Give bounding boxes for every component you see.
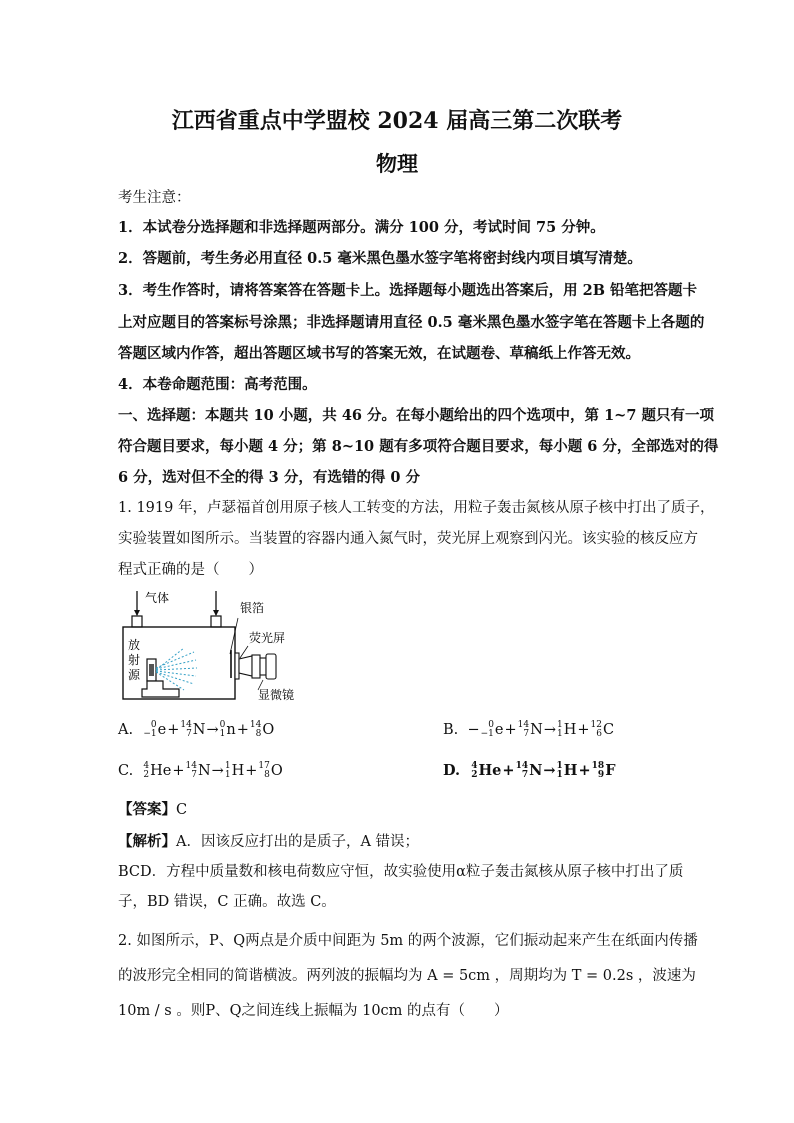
option-d[interactable] [443,761,616,781]
notice-item-2: 2．答题前，考生务必用直径 0.5 毫米黑色墨水签字笔将密封线内项目填写清楚。 [118,250,642,267]
q2-line-2: 的波形完全相同的简谐横波。两列波的振幅均为 A = 5cm ，周期均为 T = 0.2s ，波速为 [118,968,696,984]
opt-c-p1-symbol: H [231,763,245,779]
opt-d-p2-charge: 9 [597,770,605,780]
opt-b-t2-symbol: N [530,722,543,738]
opt-a-t1-charge: −1 [143,729,157,739]
analysis-text-1: A．因该反应打出的是质子，A 错误； [176,834,420,850]
opt-d-plus: + [502,762,515,779]
option-b[interactable] [443,720,615,740]
answer-line [118,800,678,820]
figure-label-screen: 荧光屏 [249,631,286,645]
opt-d-p1-symbol: H [563,762,578,779]
figure-label-source-1: 放 [128,638,141,652]
opt-a-p2-charge: 8 [255,729,262,739]
section1-line-3: 6 分，选对但不全的得 3 分，有选错的得 0 分 [118,469,421,486]
figure-label-gas: 气体 [145,591,170,605]
subject-title: 物理 [376,151,418,176]
opt-d-t1-charge: 2 [471,770,478,780]
notice-item-1: 1．本试卷分选择题和非选择题两部分。满分 100 分，考试时间 75 分钟。 [118,219,605,236]
opt-a-p2-symbol: O [262,722,275,738]
figure-label-foil: 银箔 [240,601,265,615]
q2-line-1: 2. 如图所示，P、Q两点是介质中间距为 5m 的两个波源，它们振动起来产生在纸面内传播 [118,933,698,949]
opt-c-t1-mass: 4 [143,761,150,771]
notice-item-4: 4．本卷命题范围：高考范围。 [118,376,317,393]
opt-c-p1-mass: 1 [224,761,231,771]
opt-c-p1-charge: 1 [224,770,231,780]
opt-d-arrow: → [543,762,556,779]
opt-d-p2-symbol: F [605,762,616,779]
opt-a-p1-charge: 1 [219,729,226,739]
opt-a-p1-mass: 0 [219,720,226,730]
opt-a-p2-mass: 14 [249,720,262,730]
opt-a-t2-mass: 14 [180,720,192,730]
opt-b-p2-symbol: C [602,722,615,738]
opt-c-p2-charge: 8 [264,770,270,780]
opt-d-t2-mass: 14 [515,761,529,771]
option-a[interactable] [118,720,275,740]
opt-c-t1-charge: 2 [143,770,150,780]
opt-d-p2-mass: 18 [591,761,605,771]
opt-b-p1-symbol: H [563,722,577,738]
opt-a-plus: + [167,722,180,738]
opt-d-t1-symbol: He [478,762,502,779]
opt-b-arrow: → [543,722,556,738]
figure-label-microscope: 显微镜 [258,688,295,702]
figure-label-source-3: 源 [128,668,141,682]
opt-a-plus-2: + [236,722,249,738]
opt-b-p2-charge: 6 [596,729,602,739]
opt-c-t2-charge: 7 [191,770,197,780]
notice-item-3-cont2: 答题区域内作答，超出答题区域书写的答案无效，在试题卷、草稿纸上作答无效。 [118,345,640,362]
section1-line-1: 一、选择题：本题共 10 小题，共 46 分。在每小题给出的四个选项中，第 1~7 题只有一项 [118,407,714,424]
section1-line-2: 符合题目要求，每小题 4 分；第 8~10 题有多项符合题目要求，每小题 6 分，全部选对的得 [118,438,719,455]
opt-b-t1-symbol: e [494,722,504,738]
rutherford-apparatus-figure [118,588,298,703]
opt-c-arrow: → [211,763,224,779]
option-a-letter: A. [118,722,134,738]
opt-a-t2-charge: 7 [186,729,192,739]
opt-b-t2-mass: 14 [517,720,530,730]
q1-line-2: 实验装置如图所示。当装置的容器内通入氮气时，荧光屏上观察到闪光。该实验的核反应方 [118,531,698,547]
opt-d-t2-symbol: N [529,762,543,779]
opt-a-t1-symbol: e [157,722,167,738]
notice-item-3: 3．考生作答时，请将答案答在答题卡上。选择题每小题选出答案后，用 2B 铅笔把答题卡 [118,282,698,299]
option-b-letter: B. [443,722,459,738]
opt-c-plus: + [172,763,185,779]
opt-b-t1-mass: 0 [488,720,494,730]
opt-a-arrow: → [206,722,219,738]
exam-title: 江西省重点中学盟校 2024 届高三第二次联考 [171,108,623,134]
opt-b-p2-mass: 12 [590,720,602,730]
option-c-letter: C. [118,763,134,779]
opt-b-t2-charge: 7 [523,729,530,739]
notice-item-3-cont: 上对应题目的答案标号涂黑；非选择题请用直径 0.5 毫米黑色墨水签字笔在答题卡上各题的 [118,314,705,331]
figure-label-source-2: 射 [128,653,141,667]
answer-value: C [176,802,188,818]
opt-b-p1-charge: 1 [556,729,563,739]
q1-line-3: 程式正确的是（ ） [118,562,263,578]
opt-b-p1-mass: 1 [556,720,563,730]
opt-c-t2-mass: 14 [185,761,197,771]
opt-d-p1-mass: 1 [556,761,563,771]
option-d-letter: D. [443,762,461,779]
opt-d-t2-charge: 7 [521,770,529,780]
opt-c-t1-symbol: He [150,763,172,779]
answer-label: 【答案】 [118,801,176,818]
opt-a-t1-mass: 0 [150,720,157,730]
opt-d-p1-charge: 1 [556,770,563,780]
option-c[interactable] [118,761,284,781]
opt-b-plus-2: + [577,722,590,738]
opt-b-plus: + [504,722,517,738]
opt-b-t1-charge: −1 [480,729,494,739]
notice-heading: 考生注意： [118,190,191,206]
opt-b-minus: − [467,722,480,738]
opt-d-t1-mass: 4 [471,761,478,771]
q2-line-3: 10m / s 。则P、Q之间连线上振幅为 10cm 的点有（ ） [118,1003,509,1019]
analysis-line-3: 子，BD 错误，C 正确。故选 C。 [118,894,336,910]
opt-a-t2-symbol: N [192,722,206,738]
analysis-line-2: BCD．方程中质量数和核电荷数应守恒，故实验使用α粒子轰击氮核从原子核中打出了质 [118,864,684,880]
analysis-label: 【解析】 [118,833,176,850]
opt-c-p2-mass: 17 [258,761,270,771]
analysis-line-1 [118,832,678,852]
opt-a-p1-symbol: n [226,722,236,738]
q1-line-1: 1. 1919 年，卢瑟福首创用原子核人工转变的方法，用粒子轰击氮核从原子核中打出了质子， [118,500,715,516]
opt-c-t2-symbol: N [197,763,211,779]
opt-c-p2-symbol: O [270,763,283,779]
opt-d-plus-2: + [578,762,591,779]
opt-c-plus-2: + [245,763,258,779]
